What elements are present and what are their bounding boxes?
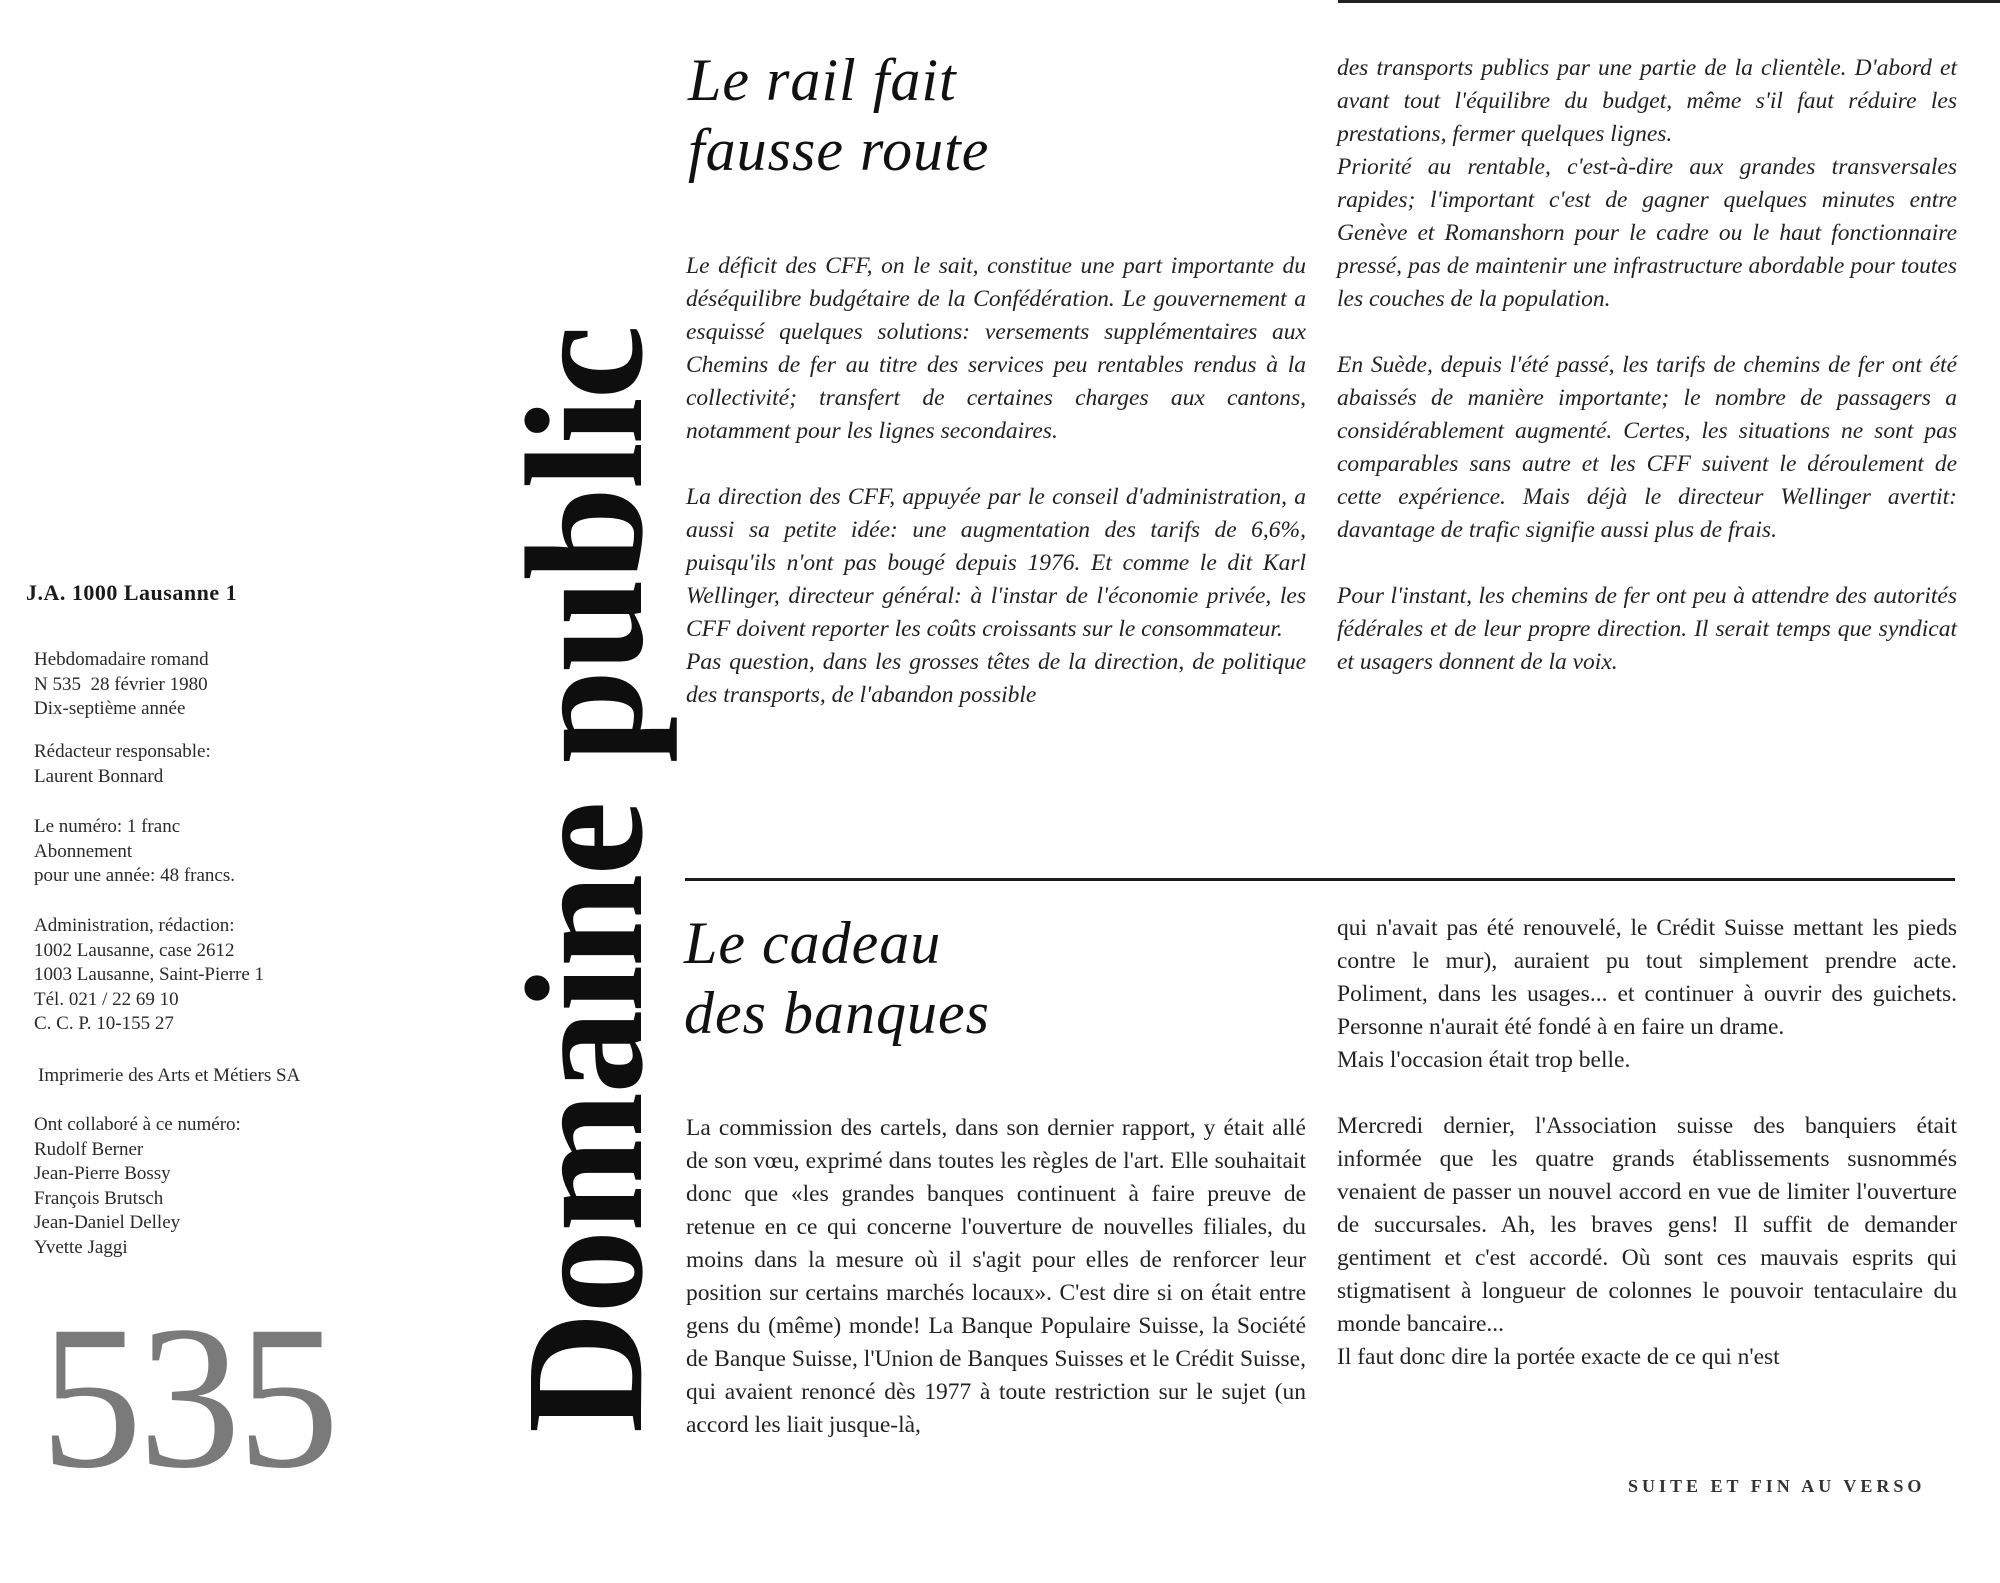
article2-column1: [686, 1112, 1306, 1475]
article1-headline: Le rail fait fausse route: [688, 47, 990, 183]
article1-col1-paragraph: Pas question, dans les grosses têtes de la direction, de politique des transports, de l'abandon possible: [686, 649, 1306, 708]
publication-info: [34, 648, 209, 722]
admin-account: C. C. P. 10-155 27: [34, 1013, 174, 1034]
editor-info: [34, 740, 211, 789]
article1-col2-paragraph: En Suède, depuis l'été passé, les tarifs de chemins de fer ont été abaissés de manière importante; le nombre de passagers a considérablement augmenté. Certes, les situations ne sont pas comparables sans autre et les CFF suivent le déroulement de cette expérience. Mais déjà le directeur Wellinger avertit: davantage de trafic signifie aussi plus de frais.: [1337, 352, 1957, 543]
continued-note: SUITE ET FIN AU VERSO: [1628, 1476, 1926, 1496]
issue-price: Le numéro: 1 franc: [34, 816, 181, 837]
subscription-label: Abonnement: [34, 840, 133, 862]
admin-phone: Tél. 021 / 22 69 10: [34, 988, 179, 1010]
administration-info: [34, 914, 264, 1037]
article-divider: [685, 878, 1955, 881]
article1-col2-paragraph: des transports publics par une partie de la clientèle. D'abord et avant tout l'équilibre du budget, même s'il faut réduire les prestations, fermer quelques lignes.: [1337, 55, 1957, 147]
subscription-price: pour une année: 48 francs.: [34, 865, 236, 886]
top-rule: [1338, 0, 2000, 3]
contributors-label: Ont collaboré à ce numéro:: [34, 1114, 241, 1135]
article1-col1-paragraph: La direction des CFF, appuyée par le conseil d'administration, a aussi sa petite idée: une augmentation des tarifs de 6,6%, puisqu'ils n'ont pas bougé depuis 1976. Et comme le dit Karl Wellinger, directeur général: à l'instar de l'économie privée, les CFF doivent reporter les coûts croissants sur le consommateur.: [686, 484, 1306, 642]
issue-date: N 535 28 février 1980: [34, 673, 208, 695]
issue-number: 535: [40, 1284, 336, 1511]
article2-col2-paragraph: Mais l'occasion était trop belle.: [1337, 1047, 1631, 1073]
contributor: Jean-Daniel Delley: [34, 1212, 181, 1233]
contributor: Jean-Pierre Bossy: [34, 1163, 171, 1184]
contributor: Yvette Jaggi: [34, 1236, 128, 1258]
article1-column1: [686, 250, 1306, 745]
article2-col2-paragraph: Mercredi dernier, l'Association suisse des banquiers était informée que les quatre grands établissements susnommés venaient de passer un nouvel accord en vue de limiter l'ouverture de succursales. Ah, les braves gens! Il suffit de demander gentiment et c'est accordé. Où sont ces mauvais esprits qui stigmatisent à longueur de colonnes le pouvoir tentaculaire du monde bancaire...: [1337, 1113, 1957, 1337]
article2-col1-paragraph: La commission des cartels, dans son dernier rapport, y était allé de son vœu, exprimé dans toutes les règles de l'art. Elle souhaitait donc que «les grandes banques continuent à faire preuve de retenue en ce qui concerne l'ouverture de nouvelles filiales, du moins dans la mesure où il s'agit pour elles de renforcer leur position sur certains marchés locaux». C'est dire si on était entre gens du (même) monde! La Banque Populaire Suisse, la Société de Banque Suisse, l'Union de Banques Suisses et le Crédit Suisse, qui avaient renoncé dès 1977 à toute restriction sur le sujet (un accord les liait jusque-là,: [686, 1115, 1306, 1438]
postal-code-line: J.A. 1000 Lausanne 1: [26, 580, 238, 605]
article2-col2-paragraph: Il faut donc dire la portée exacte de ce qui n'est: [1337, 1344, 1780, 1370]
article1-col2-paragraph: Pour l'instant, les chemins de fer ont peu à attendre des autorités fédérales et de leur propre direction. Il serait temps que syndicat et usagers donnent de la voix.: [1337, 583, 1957, 675]
admin-label: Administration, rédaction:: [34, 915, 235, 936]
contributors-info: [34, 1113, 241, 1260]
admin-address-1: 1002 Lausanne, case 2612: [34, 939, 235, 961]
editor-label: Rédacteur responsable:: [34, 741, 211, 762]
printer-line: Imprimerie des Arts et Métiers SA: [38, 1065, 301, 1086]
publication-type: Hebdomadaire romand: [34, 649, 209, 670]
editor-name: Laurent Bonnard: [34, 765, 164, 787]
article1-col1-paragraph: Le déficit des CFF, on le sait, constitue une part importante du déséquilibre budgétaire de la Confédération. Le gouvernement a esquissé quelques solutions: versements supplémentaires aux Chemins de fer au titre des services peu rentables rendus à la collectivité; transfert de certaines charges aux cantons, notamment pour les lignes secondaires.: [686, 253, 1306, 444]
article1-column2: [1337, 52, 1957, 712]
contributor: Rudolf Berner: [34, 1138, 144, 1160]
masthead-title: Domaine public: [492, 326, 678, 1434]
admin-address-2: 1003 Lausanne, Saint-Pierre 1: [34, 964, 265, 985]
article1-col2-paragraph: Priorité au rentable, c'est-à-dire aux grandes transversales rapides; l'important c'est de gagner quelques minutes entre Genève et Romanshorn pour le cadre ou le haut fonctionnaire pressé, pas de maintenir une infrastructure abordable pour toutes les couches de la population.: [1337, 154, 1957, 312]
article2-col2-paragraph: qui n'avait pas été renouvelé, le Crédit Suisse mettant les pieds contre le mur), auraient pu tout simplement prendre acte. Poliment, dans les usages... et continuer à ouvrir des guichets. Personne n'aurait été fondé à en faire un drame.: [1337, 915, 1957, 1040]
article2-headline: Le cadeau des banques: [684, 910, 990, 1046]
publication-year: Dix-septième année: [34, 698, 186, 719]
contributor: François Brutsch: [34, 1187, 164, 1209]
price-info: [34, 815, 235, 889]
article2-column2: [1337, 912, 1957, 1407]
